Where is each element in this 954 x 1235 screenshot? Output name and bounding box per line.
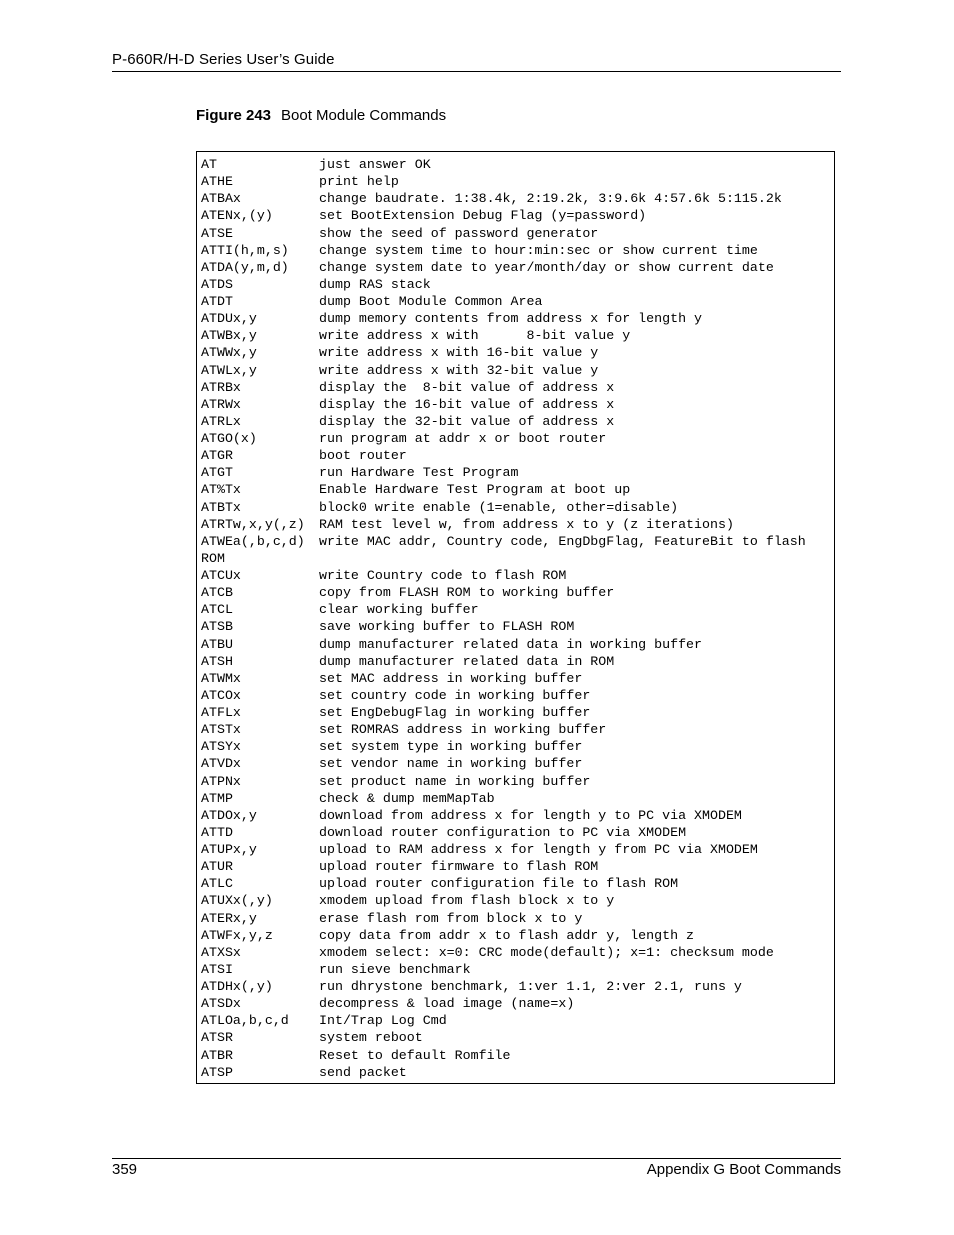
command-row <box>201 1012 834 1029</box>
command-row <box>201 961 834 978</box>
command-description: block0 write enable (1=enable, other=disable) <box>319 499 679 515</box>
command-description: display the 32-bit value of address x <box>319 413 615 429</box>
command-row <box>201 550 834 567</box>
command-description: set ROMRAS address in working buffer <box>319 722 607 738</box>
command-description: set EngDebugFlag in working buffer <box>319 705 591 720</box>
command-row <box>201 1064 834 1081</box>
command-row <box>201 858 834 875</box>
command-row <box>201 1029 834 1046</box>
command-name: ATLOa,b,c,d <box>201 1013 289 1029</box>
command-row <box>201 499 834 516</box>
footer-rule <box>112 1158 841 1159</box>
command-row <box>201 327 834 344</box>
command-name: ATCOx <box>201 687 241 703</box>
command-row <box>201 704 834 721</box>
command-name: ATWLx,y <box>201 362 257 378</box>
command-description: dump manufacturer related data in ROM <box>319 653 615 669</box>
command-row <box>201 447 834 464</box>
command-name: ATWEa(,b,c,d) <box>201 533 305 549</box>
command-name: ATENx,(y) <box>201 208 273 224</box>
command-name: ATPNx <box>201 773 241 789</box>
command-name: ATWMx <box>201 670 241 686</box>
command-name: ATUPx,y <box>201 842 257 857</box>
command-description: Enable Hardware Test Program at boot up <box>319 482 631 498</box>
command-description: Reset to default Romfile <box>319 1047 511 1063</box>
command-row <box>201 875 834 892</box>
command-name: ATGO(x) <box>201 431 257 446</box>
command-description: send packet <box>319 1064 407 1080</box>
command-row <box>201 516 834 533</box>
command-row <box>201 790 834 807</box>
command-name: ROM <box>201 550 225 566</box>
command-row <box>201 259 834 276</box>
command-description: check & dump memMapTab <box>319 790 495 806</box>
command-row <box>201 636 834 653</box>
command-description: xmodem select: x=0: CRC mode(default); x=1: checksum mode <box>319 944 774 960</box>
command-row <box>201 190 834 207</box>
command-description: upload router configuration file to flash ROM <box>319 876 679 892</box>
command-description: set product name in working buffer <box>319 773 591 789</box>
command-description: erase flash rom from block x to y <box>319 910 583 926</box>
command-name: ATUXx(,y) <box>201 893 273 909</box>
command-row <box>201 481 834 498</box>
figure-label: Figure 243 <box>196 107 272 124</box>
command-description: just answer OK <box>319 157 431 172</box>
command-name: ATCL <box>201 602 233 618</box>
command-row <box>201 533 834 550</box>
command-description: set vendor name in working buffer <box>319 756 583 772</box>
command-row <box>201 207 834 224</box>
command-row <box>201 892 834 909</box>
command-description: download router configuration to PC via XMODEM <box>319 824 687 840</box>
header-rule <box>112 71 841 72</box>
command-description: set country code in working buffer <box>319 687 591 703</box>
command-row <box>201 721 834 738</box>
command-description: decompress & load image (name=x) <box>319 996 575 1012</box>
command-name: ATSYx <box>201 739 241 755</box>
command-row <box>201 464 834 481</box>
command-row <box>201 225 834 242</box>
command-description: system reboot <box>319 1030 423 1046</box>
command-name: ATBR <box>201 1047 233 1063</box>
command-row <box>201 755 834 772</box>
command-description: display the 8-bit value of address x <box>319 379 615 395</box>
command-description: download from address x for length y to PC via XMODEM <box>319 807 742 823</box>
command-name: ATDOx,y <box>201 807 257 823</box>
command-description: write Country code to flash ROM <box>319 568 567 583</box>
command-name: ATBTx <box>201 499 241 515</box>
command-description: change baudrate. 1:38.4k, 2:19.2k, 3:9.6k 4:57.6k 5:115.2k <box>319 191 782 207</box>
command-description: dump manufacturer related data in working buffer <box>319 636 703 652</box>
command-row <box>201 344 834 361</box>
command-name: ATBU <box>201 636 233 652</box>
command-row <box>201 379 834 396</box>
command-name: ATWFx,y,z <box>201 927 273 943</box>
command-name: ATDA(y,m,d) <box>201 259 289 275</box>
command-row <box>201 807 834 824</box>
command-description: run program at addr x or boot router <box>319 431 607 446</box>
command-description: write address x with 16-bit value y <box>319 345 599 361</box>
figure-title: Boot Module Commands <box>281 107 447 124</box>
command-name: ATHE <box>201 174 233 190</box>
command-name: ATERx,y <box>201 910 257 926</box>
command-name: ATCUx <box>201 568 241 583</box>
command-row <box>201 618 834 635</box>
command-description: show the seed of password generator <box>319 225 599 241</box>
command-row <box>201 430 834 447</box>
command-name: ATCB <box>201 585 233 601</box>
command-row <box>201 910 834 927</box>
running-header-title: P-660R/H-D Series User’s Guide <box>112 51 335 68</box>
command-row <box>201 276 834 293</box>
command-name: ATTI(h,m,s) <box>201 242 289 258</box>
command-row <box>201 687 834 704</box>
command-row <box>201 738 834 755</box>
command-description: xmodem upload from flash block x to y <box>319 893 615 909</box>
command-description: clear working buffer <box>319 602 479 618</box>
command-name: ATXSx <box>201 944 241 960</box>
command-name: ATSE <box>201 225 233 241</box>
command-name: ATRBx <box>201 379 241 395</box>
command-description: save working buffer to FLASH ROM <box>319 619 575 635</box>
command-description: Int/Trap Log Cmd <box>319 1013 447 1029</box>
command-row <box>201 995 834 1012</box>
command-row <box>201 362 834 379</box>
command-description: upload to RAM address x for length y from PC via XMODEM <box>319 842 758 857</box>
command-description: boot router <box>319 448 407 464</box>
page-number: 359 <box>112 1161 138 1178</box>
command-row <box>201 293 834 310</box>
command-name: AT%Tx <box>201 482 241 498</box>
command-listing-box <box>196 151 835 1084</box>
command-description: write MAC addr, Country code, EngDbgFlag, FeatureBit to flash <box>319 533 806 549</box>
command-name: ATMP <box>201 790 233 806</box>
command-row <box>201 824 834 841</box>
command-row <box>201 653 834 670</box>
command-description: set system type in working buffer <box>319 739 583 755</box>
footer-section-title: Appendix G Boot Commands <box>646 1161 841 1178</box>
command-description: run dhrystone benchmark, 1:ver 1.1, 2:ver 2.1, runs y <box>319 979 742 994</box>
command-row <box>201 601 834 618</box>
command-name: ATWBx,y <box>201 328 257 344</box>
command-row <box>201 773 834 790</box>
command-name: ATSDx <box>201 996 241 1012</box>
command-name: ATGR <box>201 448 233 464</box>
command-description: dump Boot Module Common Area <box>319 294 543 309</box>
command-name: ATSH <box>201 653 233 669</box>
command-description: RAM test level w, from address x to y (z iterations) <box>319 516 734 532</box>
command-description: dump memory contents from address x for length y <box>319 311 703 327</box>
command-name: AT <box>201 157 217 172</box>
command-name: ATLC <box>201 876 233 892</box>
command-description: run sieve benchmark <box>319 961 471 977</box>
command-name: ATSTx <box>201 722 241 738</box>
command-row <box>201 310 834 327</box>
command-row <box>201 841 834 858</box>
command-description: set MAC address in working buffer <box>319 670 583 686</box>
command-description: change system time to hour:min:sec or show current time <box>319 242 758 258</box>
command-name: ATSI <box>201 961 233 977</box>
command-name: ATVDx <box>201 756 241 772</box>
command-description: copy from FLASH ROM to working buffer <box>319 585 615 601</box>
command-name: ATSP <box>201 1064 233 1080</box>
command-row <box>201 173 834 190</box>
figure-caption <box>196 107 446 124</box>
command-description: dump RAS stack <box>319 276 431 292</box>
command-name: ATBAx <box>201 191 241 207</box>
command-name: ATUR <box>201 859 233 875</box>
command-row <box>201 927 834 944</box>
command-name: ATTD <box>201 824 233 840</box>
command-name: ATGT <box>201 465 233 481</box>
command-description: copy data from addr x to flash addr y, length z <box>319 927 695 943</box>
command-description: write address x with 8-bit value y <box>319 328 631 344</box>
command-name: ATDS <box>201 276 233 292</box>
command-name: ATSB <box>201 619 233 635</box>
command-name: ATRTw,x,y(,z) <box>201 516 305 532</box>
command-description: set BootExtension Debug Flag (y=password) <box>319 208 647 224</box>
command-description: write address x with 32-bit value y <box>319 362 599 378</box>
command-name: ATRLx <box>201 413 241 429</box>
command-name: ATDHx(,y) <box>201 979 273 994</box>
command-row <box>201 156 834 173</box>
command-row <box>201 396 834 413</box>
command-row <box>201 944 834 961</box>
command-description: upload router firmware to flash ROM <box>319 859 599 875</box>
command-name: ATDT <box>201 294 233 309</box>
command-row <box>201 413 834 430</box>
command-name: ATWWx,y <box>201 345 257 361</box>
command-description: change system date to year/month/day or show current date <box>319 259 774 275</box>
command-description: print help <box>319 174 399 190</box>
command-name: ATFLx <box>201 705 241 720</box>
command-name: ATDUx,y <box>201 311 257 327</box>
command-row <box>201 670 834 687</box>
command-row <box>201 242 834 259</box>
command-row <box>201 584 834 601</box>
command-row <box>201 978 834 995</box>
command-description: display the 16-bit value of address x <box>319 396 615 412</box>
command-row <box>201 1047 834 1064</box>
command-name: ATRWx <box>201 396 241 412</box>
command-name: ATSR <box>201 1030 233 1046</box>
command-row <box>201 567 834 584</box>
command-description: run Hardware Test Program <box>319 465 519 481</box>
